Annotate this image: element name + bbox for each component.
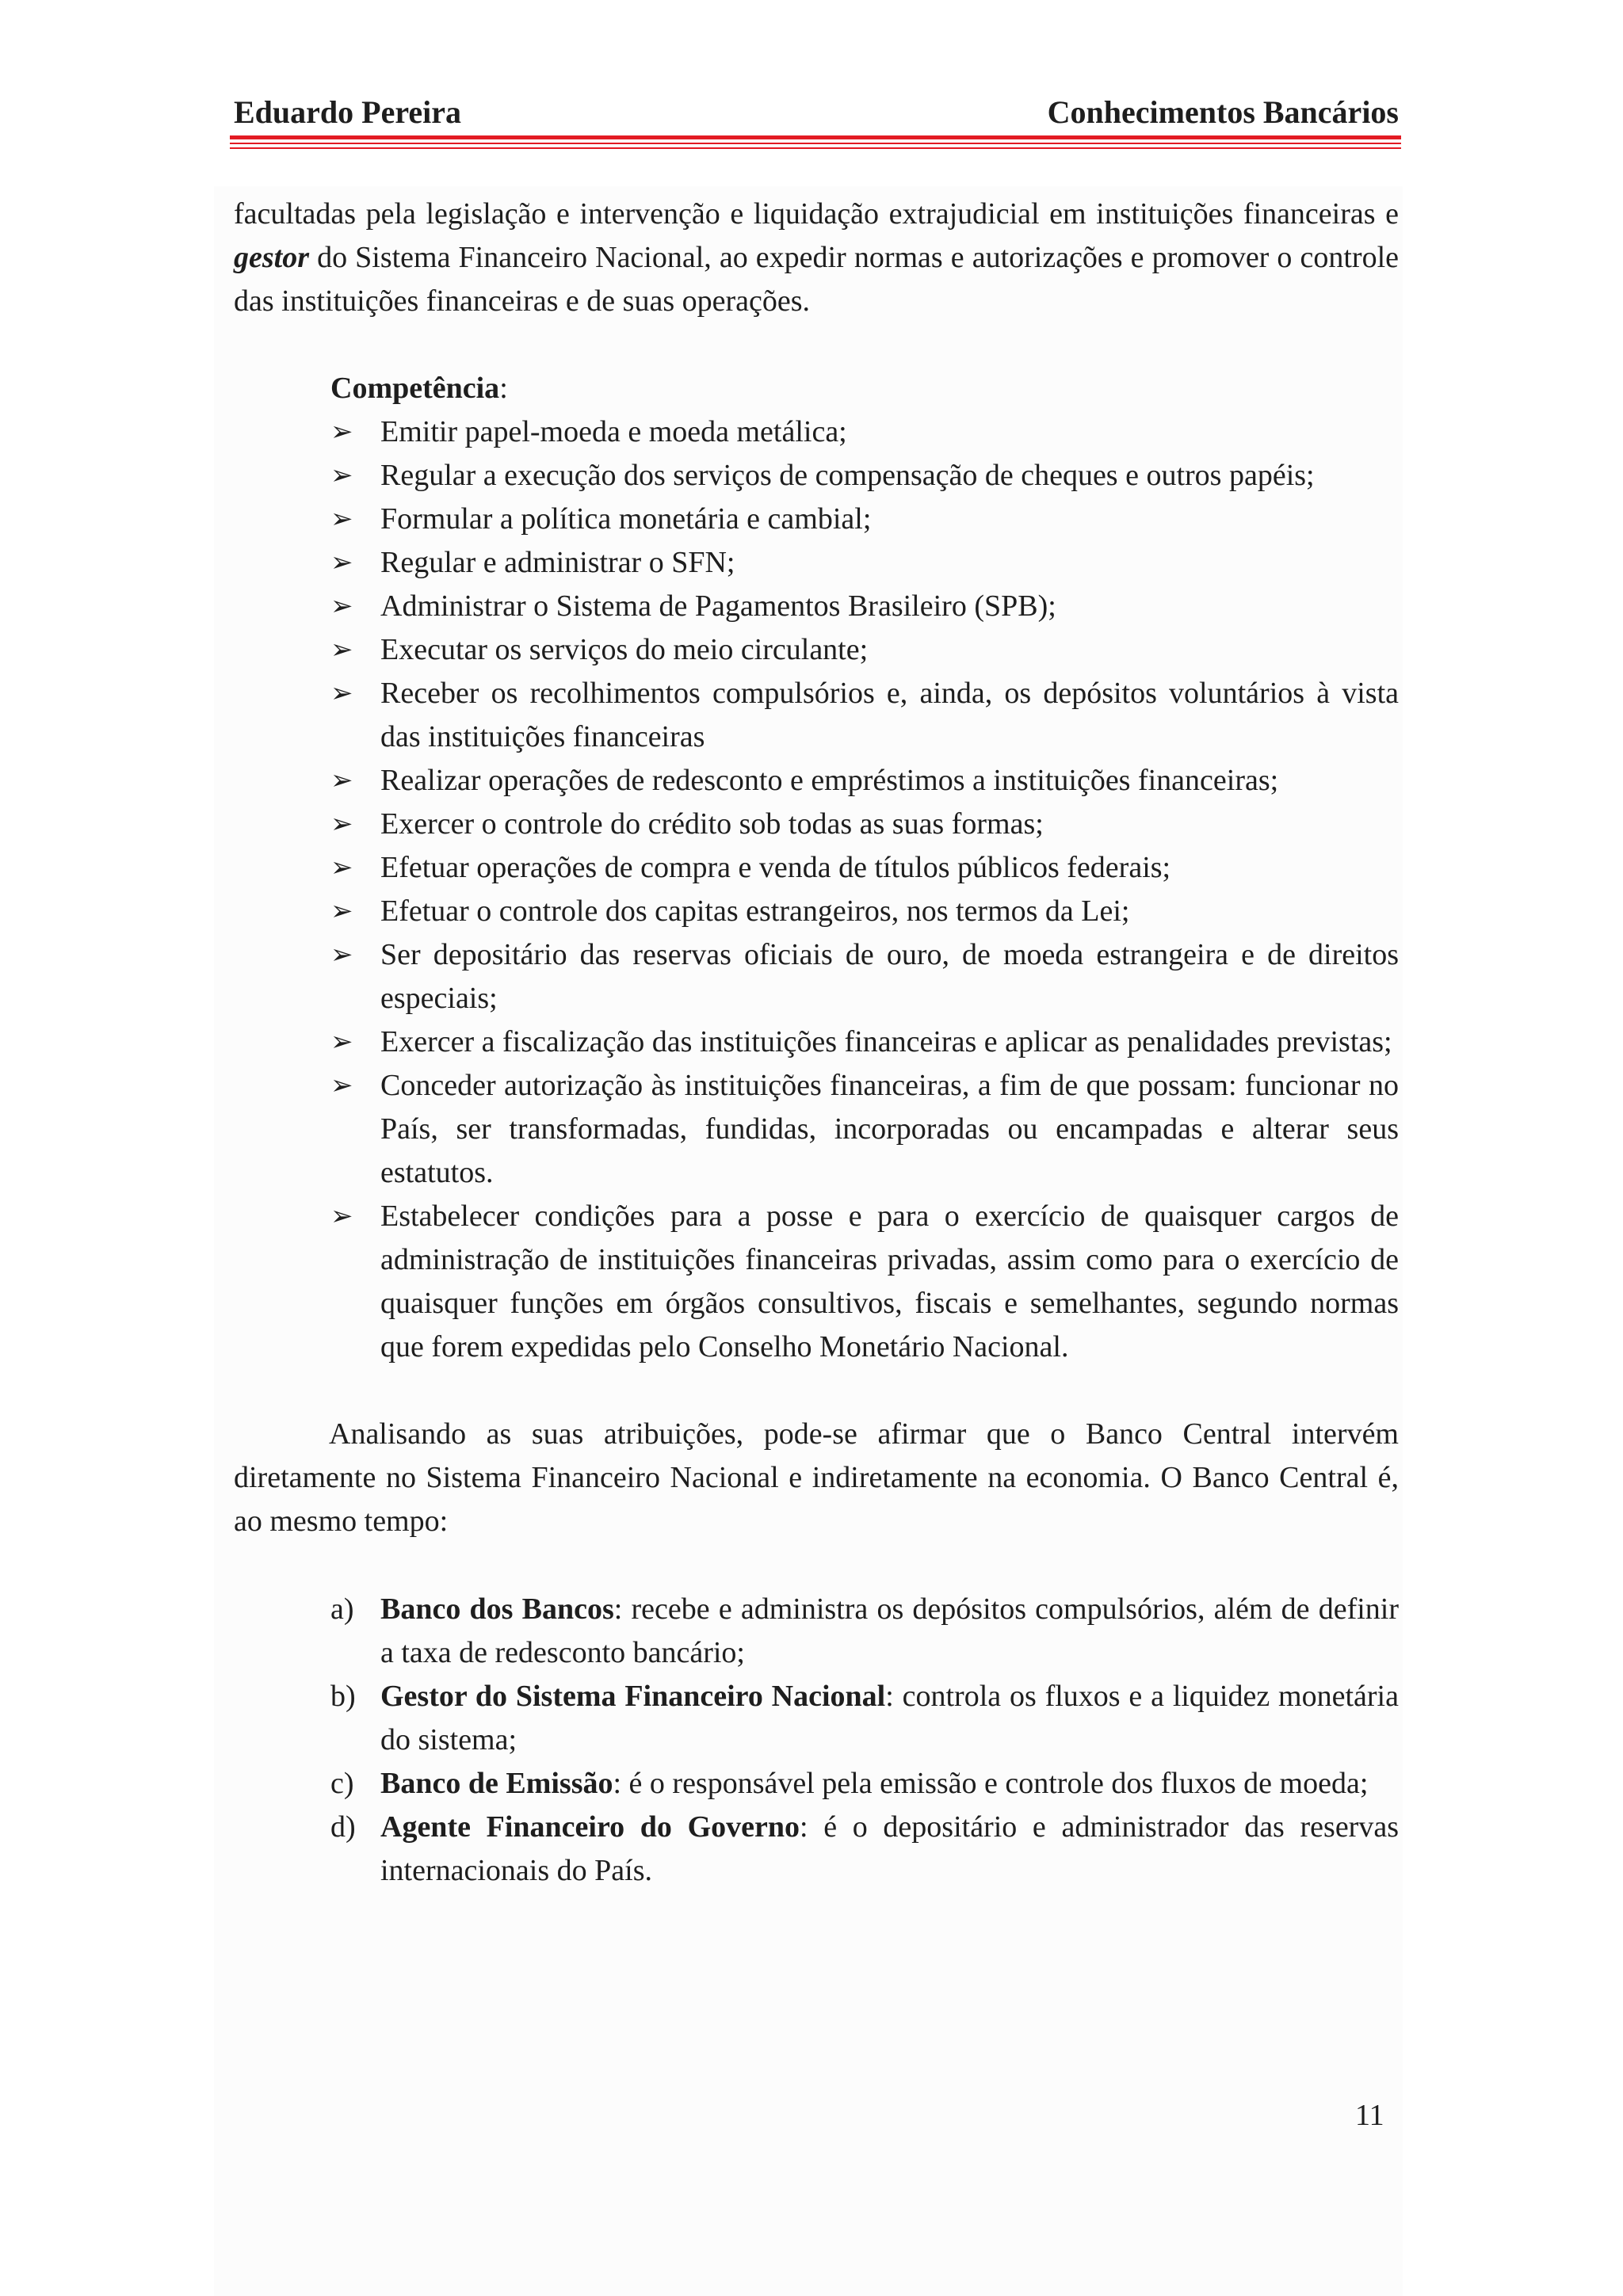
role-item [330,1675,1399,1762]
page-header [234,93,1399,131]
competencia-item [330,933,1399,1020]
competencia-item-text: Conceder autorização às instituições financeiras, a fim de que possam: funcionar no País, ser transformadas, fundidas, incorporadas ou encampadas e alterar seus estatutos. [380,1069,1399,1189]
competencia-item-text: Emitir papel-moeda e moeda metálica; [380,415,847,448]
competencia-item [330,1195,1399,1369]
header-rule-thick [230,135,1401,139]
intro-text-end: do Sistema Financeiro Nacional, ao expedir normas e autorizações e promover o controle das instituições financeiras e de suas operações. [234,241,1399,318]
roles-list [330,1588,1399,1893]
competencia-item [330,890,1399,933]
header-rule-thin-1 [230,143,1401,144]
role-term: Banco de Emissão [380,1767,613,1800]
competencia-item-text: Realizar operações de redesconto e empréstimos a instituições financeiras; [380,764,1279,797]
competencia-item [330,1020,1399,1064]
competencia-heading [330,367,1399,410]
competencia-item-text: Administrar o Sistema de Pagamentos Brasileiro (SPB); [380,589,1056,623]
header-author: Eduardo Pereira [234,94,462,130]
arrow-bullet-icon: ➢ [330,416,353,448]
page-number: 11 [1355,2099,1384,2132]
arrow-bullet-icon: ➢ [330,677,353,709]
competencia-item-text: Regular e administrar o SFN; [380,546,735,579]
competencia-item-text: Executar os serviços do meio circulante; [380,633,869,666]
analysis-paragraph: Analisando as suas atribuições, pode-se afirmar que o Banco Central intervém diretamente no Sistema Financeiro Nacional e indiretamente na economia. O Banco Central é, ao mesmo tempo: [234,1417,1399,1538]
competencia-item [330,846,1399,890]
role-description: : é o responsável pela emissão e controle dos fluxos de moeda; [613,1767,1369,1800]
role-description: : controla os fluxos e a liquidez monetária do sistema; [380,1680,1399,1756]
competencia-item-text: Regular a execução dos serviços de compensação de cheques e outros papéis; [380,459,1315,492]
arrow-bullet-icon: ➢ [330,590,353,622]
arrow-bullet-icon: ➢ [330,547,353,578]
arrow-bullet-icon: ➢ [330,1026,353,1058]
role-term: Gestor do Sistema Financeiro Nacional [380,1680,886,1713]
header-rule-thin-2 [230,147,1401,149]
role-marker: d) [330,1810,356,1844]
competencia-item-text: Efetuar o controle dos capitas estrangeiros, nos termos da Lei; [380,894,1130,928]
arrow-bullet-icon: ➢ [330,895,353,927]
intro-paragraph [234,193,1399,323]
competencia-item [330,498,1399,541]
competencia-item [330,672,1399,759]
role-term: Banco dos Bancos [380,1592,614,1626]
competencia-item-text: Ser depositário das reservas oficiais de ouro, de moeda estrangeira e de direitos especiais; [380,938,1399,1015]
role-marker: b) [330,1680,356,1713]
arrow-bullet-icon: ➢ [330,852,353,883]
competencia-item [330,454,1399,498]
arrow-bullet-icon: ➢ [330,634,353,666]
competencia-item-text: Formular a política monetária e cambial; [380,502,872,536]
competencia-item [330,1064,1399,1195]
intro-text-start: facultadas pela legislação e intervenção e liquidação extrajudicial em instituições financeiras e [234,197,1399,231]
arrow-bullet-icon: ➢ [330,1200,353,1232]
role-item [330,1762,1399,1806]
competencia-item-text: Exercer a fiscalização das instituições financeiras e aplicar as penalidades previstas; [380,1025,1392,1058]
competencia-item [330,803,1399,846]
competencia-list [330,410,1399,1369]
competencia-item [330,585,1399,628]
role-item [330,1806,1399,1893]
arrow-bullet-icon: ➢ [330,460,353,491]
competencia-item-text: Exercer o controle do crédito sob todas as suas formas; [380,807,1044,841]
competencia-item [330,410,1399,454]
competencia-item-text: Receber os recolhimentos compulsórios e, ainda, os depósitos voluntários à vista das instituições financeiras [380,677,1399,753]
intro-emphasis: gestor [234,241,309,274]
arrow-bullet-icon: ➢ [330,1070,353,1101]
role-item [330,1588,1399,1675]
competencia-heading-text: Competência [330,372,500,405]
header-book-title: Conhecimentos Bancários [1047,94,1399,130]
competencia-item [330,628,1399,672]
role-term: Agente Financeiro do Governo [380,1810,800,1844]
role-description: : recebe e administra os depósitos compulsórios, além de definir a taxa de redesconto bancário; [380,1592,1399,1669]
role-description: : é o depositário e administrador das reservas internacionais do País. [380,1810,1399,1887]
competencia-heading-colon: : [499,372,508,405]
role-marker: c) [330,1767,354,1800]
arrow-bullet-icon: ➢ [330,808,353,840]
page-body [234,193,1399,1893]
arrow-bullet-icon: ➢ [330,765,353,796]
competencia-item-text: Estabelecer condições para a posse e para o exercício de quaisquer cargos de administração de instituições financeiras privadas, assim como para o exercício de quaisquer funções em órgãos consultivos, fiscais e semelhantes, segundo normas que forem expedidas pelo Conselho Monetário Nacional. [380,1199,1399,1363]
competencia-item-text: Efetuar operações de compra e venda de títulos públicos federais; [380,851,1171,884]
arrow-bullet-icon: ➢ [330,503,353,535]
competencia-item [330,541,1399,585]
competencia-item [330,759,1399,803]
role-marker: a) [330,1592,354,1626]
arrow-bullet-icon: ➢ [330,939,353,971]
